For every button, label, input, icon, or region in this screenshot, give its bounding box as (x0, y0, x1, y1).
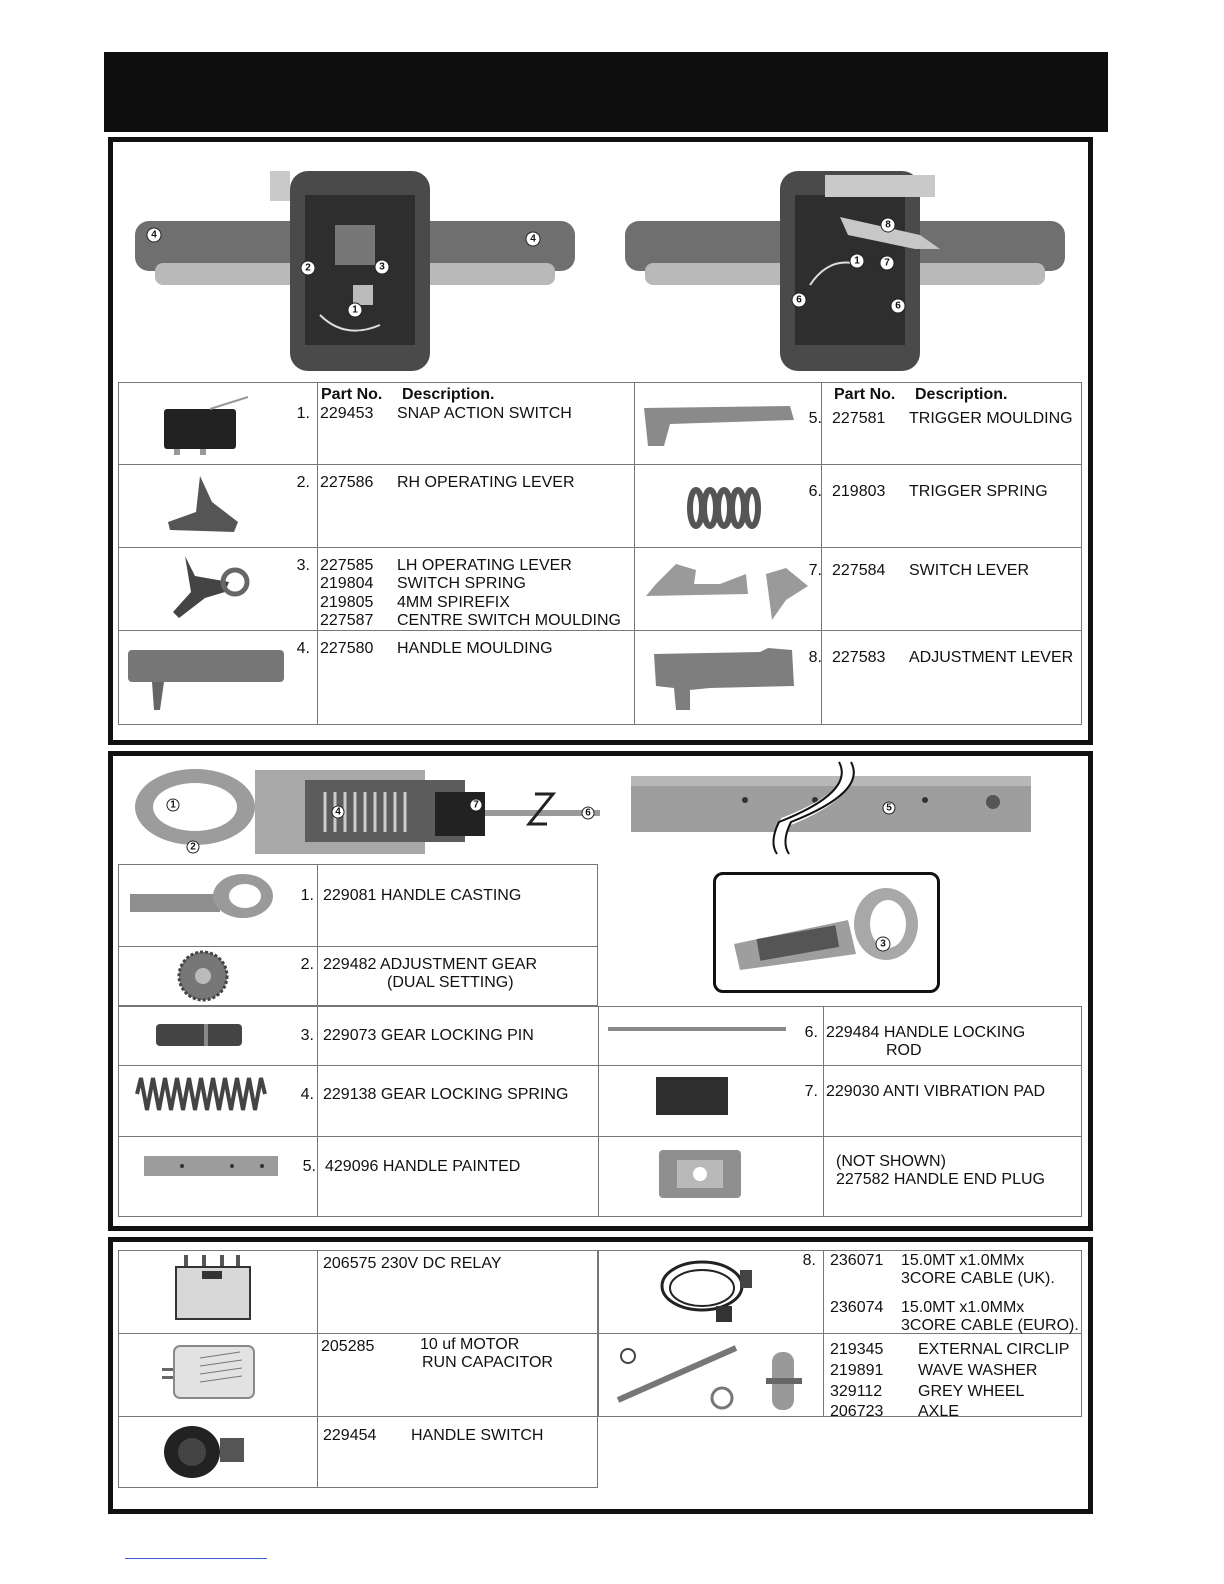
item-number: 2. (296, 474, 310, 491)
part-description: EXTERNAL CIRCLIP (918, 1341, 1070, 1358)
item-number: 3. (296, 557, 310, 574)
part-description: CENTRE SWITCH MOULDING (397, 612, 621, 629)
trigger-spring-icon (684, 486, 768, 532)
part-description-continued: 3CORE CABLE (EURO). (901, 1317, 1079, 1334)
handle-assembly-rear-diagram (620, 165, 1080, 375)
handle-casting-icon (128, 872, 278, 922)
lh-lever-icon (165, 552, 260, 624)
trigger-moulding-icon (640, 400, 800, 455)
item-number: 5. (808, 410, 822, 427)
part-number: 227585 (320, 557, 374, 574)
item-number: 5. (302, 1158, 316, 1175)
diagram-label: 1 (854, 255, 860, 267)
part-number: 227583 (832, 649, 886, 666)
part-description: RH OPERATING LEVER (397, 474, 575, 491)
part-description-continued: 3CORE CABLE (UK). (901, 1270, 1055, 1287)
part-number: 219803 (832, 483, 886, 500)
locking-pin-inset-diagram (728, 884, 928, 984)
header-bar (104, 52, 1108, 132)
part-number: 219345 (830, 1341, 884, 1358)
handle-bar-icon (142, 1154, 282, 1178)
cable-icon (652, 1256, 762, 1328)
snap-switch-icon (160, 395, 260, 455)
adjustment-lever-icon (650, 646, 800, 716)
part-description: 10 uf MOTOR (420, 1336, 520, 1353)
rh-lever-icon (160, 472, 250, 537)
part-number: 219804 (320, 575, 374, 592)
part-number: 227584 (832, 562, 886, 579)
item-number: 4. (300, 1086, 314, 1103)
diagram-label: 7 (473, 799, 479, 811)
part-description: HANDLE SWITCH (411, 1427, 544, 1444)
col-header-part-no: Part No. (321, 386, 383, 403)
part-entry: 229138 GEAR LOCKING SPRING (323, 1086, 569, 1103)
part-entry-continued: 227582 HANDLE END PLUG (836, 1171, 1045, 1188)
part-description: AXLE (918, 1403, 959, 1420)
item-number: 1. (300, 887, 314, 904)
part-number: 219891 (830, 1362, 884, 1379)
diagram-label: 4 (530, 233, 536, 245)
part-number: 227581 (832, 410, 886, 427)
part-description: 15.0MT x1.0MMx (901, 1252, 1025, 1269)
part-entry: 429096 HANDLE PAINTED (325, 1158, 521, 1175)
part-description: GREY WHEEL (918, 1383, 1025, 1400)
item-number: 7. (804, 1083, 818, 1100)
col-header-description: Description. (915, 386, 1008, 403)
item-number: 3. (300, 1027, 314, 1044)
switch-lever-icon (636, 554, 812, 624)
part-number: 229453 (320, 405, 374, 422)
part-number: 227587 (320, 612, 374, 629)
diagram-label: 3 (379, 261, 385, 273)
part-description: WAVE WASHER (918, 1362, 1038, 1379)
part-entry: 229073 GEAR LOCKING PIN (323, 1027, 534, 1044)
item-number: 6. (804, 1024, 818, 1041)
part-number: 205285 (321, 1338, 375, 1355)
part-entry-continued: (DUAL SETTING) (387, 974, 514, 991)
part-number: 229454 (323, 1427, 377, 1444)
gear-icon (176, 951, 230, 1001)
part-entry: 206575 230V DC RELAY (323, 1255, 502, 1272)
part-description: HANDLE MOULDING (397, 640, 553, 657)
end-plug-icon (657, 1148, 743, 1200)
part-entry: 229030 ANTI VIBRATION PAD (826, 1083, 1046, 1100)
part-number: 236074 (830, 1299, 884, 1316)
capacitor-icon (160, 1342, 260, 1402)
diagram-label: 2 (305, 262, 311, 274)
diagram-label: 6 (895, 300, 901, 312)
part-number: 227580 (320, 640, 374, 657)
diagram-label: 3 (880, 938, 886, 950)
part-description: SWITCH LEVER (909, 562, 1030, 579)
item-number: 6. (808, 483, 822, 500)
diagram-label: 1 (170, 799, 176, 811)
part-number: 206723 (830, 1403, 884, 1420)
diagram-label: 2 (190, 841, 196, 853)
item-number: 7. (808, 562, 822, 579)
part-description: TRIGGER SPRING (909, 483, 1048, 500)
item-number: 8. (802, 1252, 816, 1269)
handle-assembly-front-diagram (125, 165, 585, 375)
item-number: 1. (296, 405, 310, 422)
part-description: 4MM SPIREFIX (397, 594, 510, 611)
relay-icon (172, 1253, 256, 1323)
part-entry: 229484 HANDLE LOCKING (826, 1024, 1026, 1041)
col-header-part-no: Part No. (834, 386, 896, 403)
part-description: SWITCH SPRING (397, 575, 526, 592)
pad-icon (654, 1075, 730, 1117)
part-number: 236071 (830, 1252, 884, 1269)
item-number: 2. (300, 956, 314, 973)
item-number: 8. (808, 649, 822, 666)
diagram-label: 5 (886, 802, 892, 814)
col-header-description: Description. (402, 386, 495, 403)
diagram-label: 6 (796, 294, 802, 306)
part-description: 15.0MT x1.0MMx (901, 1299, 1025, 1316)
handle-moulding-icon (124, 644, 289, 714)
part-description: ADJUSTMENT LEVER (909, 649, 1074, 666)
part-entry: (NOT SHOWN) (836, 1153, 946, 1170)
handle-casting-assembly-diagram (125, 762, 615, 862)
part-entry-continued: ROD (886, 1042, 922, 1059)
part-entry: 229482 ADJUSTMENT GEAR (323, 956, 538, 973)
diagram-label: 7 (884, 257, 890, 269)
part-description-continued: RUN CAPACITOR (422, 1354, 553, 1371)
handle-switch-icon (160, 1424, 250, 1480)
part-number: 227586 (320, 474, 374, 491)
diagram-label: 1 (352, 304, 358, 316)
part-description: LH OPERATING LEVER (397, 557, 572, 574)
part-number: 219805 (320, 594, 374, 611)
part-number: 329112 (830, 1383, 883, 1400)
diagram-label: 4 (151, 229, 157, 241)
wheel-parts-icon (612, 1338, 812, 1414)
diagram-label: 8 (885, 219, 891, 231)
part-description: TRIGGER MOULDING (909, 410, 1073, 427)
spring-icon (133, 1076, 269, 1112)
part-description: SNAP ACTION SWITCH (397, 405, 572, 422)
rod-icon (608, 1024, 788, 1034)
diagram-label: 4 (335, 806, 341, 818)
diagram-label: 6 (585, 807, 591, 819)
part-entry: 229081 HANDLE CASTING (323, 887, 522, 904)
item-number: 4. (296, 640, 310, 657)
footer-link-underline[interactable] (125, 1558, 267, 1559)
handle-painted-diagram (625, 762, 1035, 857)
locking-pin-icon (154, 1020, 246, 1050)
